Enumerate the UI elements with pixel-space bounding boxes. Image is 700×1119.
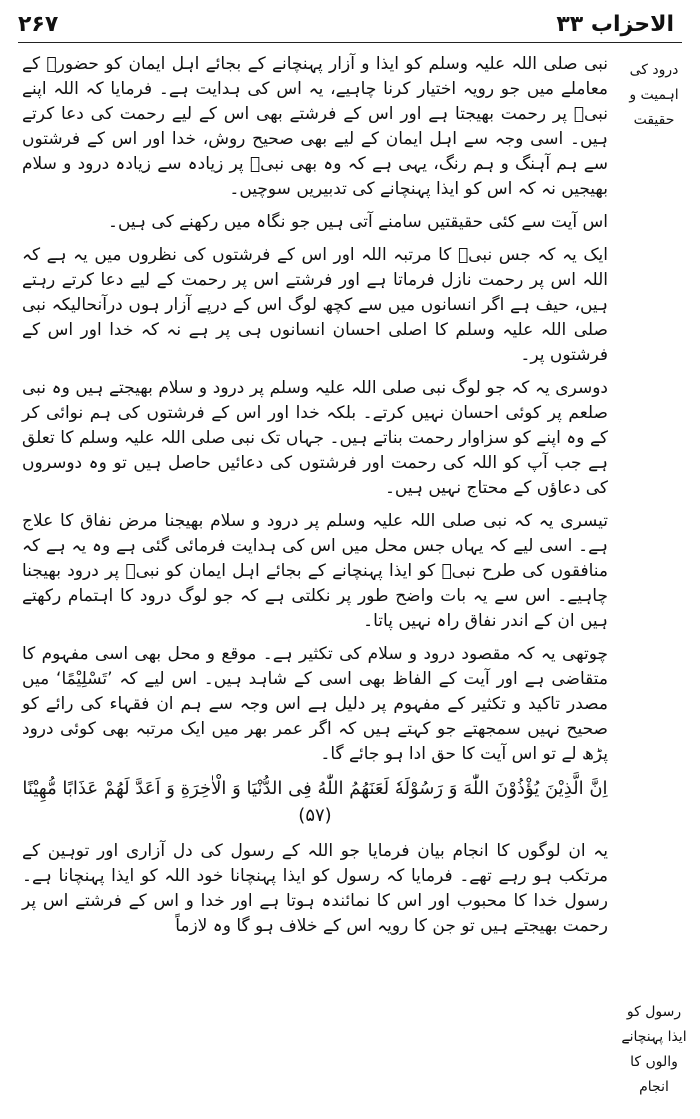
paragraph-point-1: ایک یہ کہ جس نبیؐ کا مرتبہ اللہ اور اس کے فرشتوں کی نظروں میں یہ ہے کہ اللہ اس پر رحمت نازل فرماتا ہے اور فرشتے اس پر رحمت کے لیے دعا کرتے رہتے ہیں، حیف ہے اگر انسانوں میں سے کچھ لوگ اس کے درپے آزار ہوں درآنحالیکہ نبی صلی اللہ علیہ وسلم کا اصلی احسان انسانوں ہی پر ہے نہ کہ خدا اور اس کے فرشتوں پر۔ [22,245,608,365]
page-number: ۲۶۷ [18,11,59,37]
commentary-body [22,52,608,947]
paragraph-lesson-lead: اس آیت سے کئی حقیقتیں سامنے آتی ہیں جو نگاہ میں رکھنے کی ہیں۔ [108,212,608,232]
paragraph-point-3: تیسری یہ کہ نبی صلی اللہ علیہ وسلم پر درود و سلام بھیجنا مرض نفاق کا علاج ہے۔ اسی لیے کہ یہاں جس محل میں اس کی ہدایت فرمائی گئی ہے وہ یہ ہے کہ منافقوں کی طرح نبیؐ کو ایذا پہنچانے کے بجائے اہل ایمان کو نبیؐ پر درود بھیجنا چاہیے۔ اس سے یہ بات واضح طور پر نکلتی ہے کہ جو لوگ درود کا اہتمام رکھتے ہیں ان کے اندر نفاق راہ نہیں پاتا۔ [22,511,608,631]
margin-note-punishment: رسول کو ایذا پہنچانے والوں کا انجام [621,1004,687,1095]
page-header [18,8,682,40]
header-divider [18,42,682,43]
paragraph-outcome: یہ ان لوگوں کا انجام بیان فرمایا جو اللہ کے رسول کی دل آزاری اور توہین کے مرتکب ہو رہے تھے۔ فرمایا کہ رسول کو ایذا پہنچانا خود اللہ کو ایذا پہنچانا ہے۔ رسول خدا کا محبوب اور اس کا نمائندہ ہوتا ہے اور خدا و اس کے فرشتے اس پر رحمت بھیجتے ہیں تو جن کا رویہ اس کے خلاف ہو گا وہ لازماً [22,841,608,936]
paragraph-point-2: دوسری یہ کہ جو لوگ نبی صلی اللہ علیہ وسلم پر درود و سلام بھیجتے ہیں وہ نبی صلعم پر کوئی احسان نہیں کرتے۔ بلکہ خدا اور اس کے فرشتوں کی ہم نوائی کر کے وہ اپنے کو سزاوار رحمت بناتے ہیں۔ جہاں تک نبی صلی اللہ علیہ وسلم کا تعلق ہے جب آپ کو اللہ کی رحمت اور فرشتوں کی دعائیں حاصل ہیں تو وہ دوسروں کی دعاؤں کے محتاج نہیں ہیں۔ [22,378,608,498]
paragraph-intro: نبی صلی اللہ علیہ وسلم کو ایذا و آزار پہنچانے کے بجائے اہل ایمان کو حضورؐ کے معاملے میں جو رویہ اختیار کرنا چاہیے، یہ اس کی ہدایت ہے۔ فرمایا کہ اللہ اپنے نبیؐ پر رحمت بھیجتا ہے اور اس کے فرشتے بھی اس کے لیے رحمت کی دعا کرتے ہیں۔ اسی وجہ سے اہل ایمان کے لیے بھی صحیح روش، خدا اور اس کے فرشتوں سے ہم آہنگ و ہم رنگ، یہی ہے کہ وہ بھی نبیؐ پر زیادہ سے زیادہ درود و سلام بھیجیں نہ کہ اس کو ایذا پہنچانے کی تدبیریں سوچیں۔ [22,54,608,199]
margin-note-durood: درود کی اہمیت و حقیقت [629,62,679,128]
quran-verse: اِنَّ الَّذِیْنَ یُؤْذُوْنَ اللّٰهَ وَ رَسُوْلَهٗ لَعَنَهُمُ اللّٰهُ فِی الدُّنْیَا وَ الْاٰخِرَةِ وَ اَعَدَّ لَهُمْ عَذَابًا مُّهِیْنًا (۵۷) [22,778,608,826]
surah-title: الاحزاب ۳۳ [556,11,674,37]
paragraph-point-4: چوتھی یہ کہ مقصود درود و سلام کی تکثیر ہے۔ موقع و محل بھی اسی مفہوم کا متقاضی ہے اور آیت کے الفاظ بھی اسی کے شاہد ہیں۔ اس لیے کہ ’تَسْلِیْمًا‘ میں مصدر تاکید و تکثیر کے مفہوم پر دلیل ہے اس وجہ سے ہم ان فقہاء کی رائے کو صحیح نہیں سمجھتے جو کہتے ہیں کہ اگر عمر بھر میں ایک مرتبہ بھی کوئی درود پڑھ لے تو اس آیت کا حق ادا ہو جائے گا۔ [22,644,608,764]
